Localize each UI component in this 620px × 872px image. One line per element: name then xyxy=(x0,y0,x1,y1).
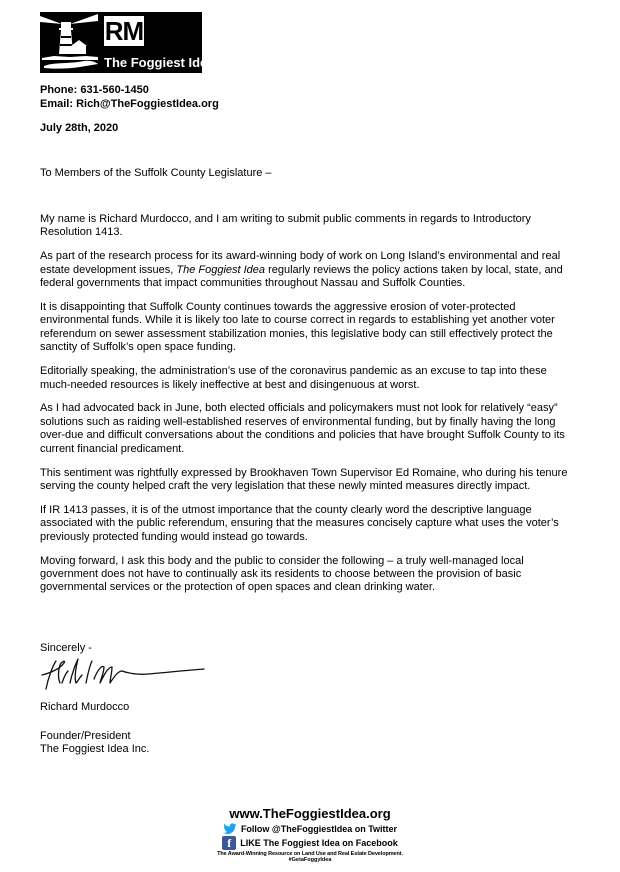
salutation: To Members of the Suffolk County Legislature – xyxy=(40,167,272,179)
paragraph-2 xyxy=(40,250,580,290)
signer-title-block xyxy=(40,730,149,757)
logo-monogram: RM xyxy=(104,16,144,46)
lighthouse-icon xyxy=(40,12,100,73)
twitter-row[interactable] xyxy=(200,823,420,835)
signer-title: Founder/President xyxy=(40,730,131,742)
paragraph-1: My name is Richard Murdocco, and I am writing to submit public comments in regards to Introductory Resolution 1413. xyxy=(40,213,531,239)
footer-hashtag: #GetaFoggyIdea xyxy=(288,857,332,863)
paragraph-5: As I had advocated back in June, both elected officials and policymakers must not look for relatively “easy” solutions such as raiding well-established reserves of environmental funding, but by finally having the long over-due and difficult conversations about the conditions and policies that have brought Suffolk County to its current financial predicament. xyxy=(40,402,565,455)
paragraph-4: Editorially speaking, the administration’s use of the coronavirus pandemic as an excuse to tap into these much-needed resources is likely ineffective at best and disingenuous at worst. xyxy=(40,365,547,391)
logo-brand-name: The Foggiest Idea xyxy=(104,55,215,70)
logo xyxy=(40,12,215,73)
email-line: Email: Rich@TheFoggiestIdea.org xyxy=(40,97,219,110)
facebook-icon: f xyxy=(222,836,236,850)
facebook-row[interactable] xyxy=(200,836,420,850)
paragraph-7: If IR 1413 passes, it is of the utmost importance that the county clearly word the descriptive language associated with the public referendum, ensuring that the measures concisely capture what uses the voter’s previously protected funding would instead go towards. xyxy=(40,503,559,543)
footer xyxy=(200,806,420,863)
twitter-bird-icon xyxy=(223,823,237,835)
letter-body xyxy=(40,213,580,605)
website-link[interactable]: www.TheFoggiestIdea.org xyxy=(229,806,391,821)
publication-name: The Foggiest Idea xyxy=(176,263,266,276)
closing: Sincerely - xyxy=(40,642,92,654)
facebook-like-text: LIKE The Foggiest Idea on Facebook xyxy=(240,838,398,848)
contact-block xyxy=(40,84,219,111)
paragraph-6: This sentiment was rightfully expressed by Brookhaven Town Supervisor Ed Romaine, who during his tenure serving the county helped craft the very legislation that these newly minted measures directly impact. xyxy=(40,466,568,492)
handwritten-signature xyxy=(38,655,208,693)
paragraph-8: Moving forward, I ask this body and the public to consider the following – a truly well-managed local government does not have to continually ask its residents to choose between the provision of basic governmental services or the protection of open spaces and clean drinking water. xyxy=(40,554,524,594)
letter-date: July 28th, 2020 xyxy=(40,122,119,134)
paragraph-2-after: regularly reviews the policy actions taken by local, state, and federal governments that impact communities throughout Nassau and Suffolk Counties. xyxy=(40,263,563,290)
phone-line: Phone: 631-560-1450 xyxy=(40,84,149,96)
twitter-follow-text: Follow @TheFoggiestIdea on Twitter xyxy=(240,824,398,834)
footer-tagline: The Award-Winning Resource on Land Use and Real Estate Development. xyxy=(217,851,403,857)
signer-organization: The Foggiest Idea Inc. xyxy=(40,743,150,756)
signer-name: Richard Murdocco xyxy=(40,701,130,713)
paragraph-3: It is disappointing that Suffolk County continues towards the aggressive erosion of voter-protected environmental funds. While it is likely too late to course correct in regards to establishing yet another voter referendum on sewer assessment stabilization monies, this legislative body can still effectively protect the sanctity of Suffolk’s open space funding. xyxy=(40,301,555,354)
paragraph-2-before: As part of the research process for its award-winning body of work on Long Island’s environmental and real estate development issues, xyxy=(40,250,561,276)
